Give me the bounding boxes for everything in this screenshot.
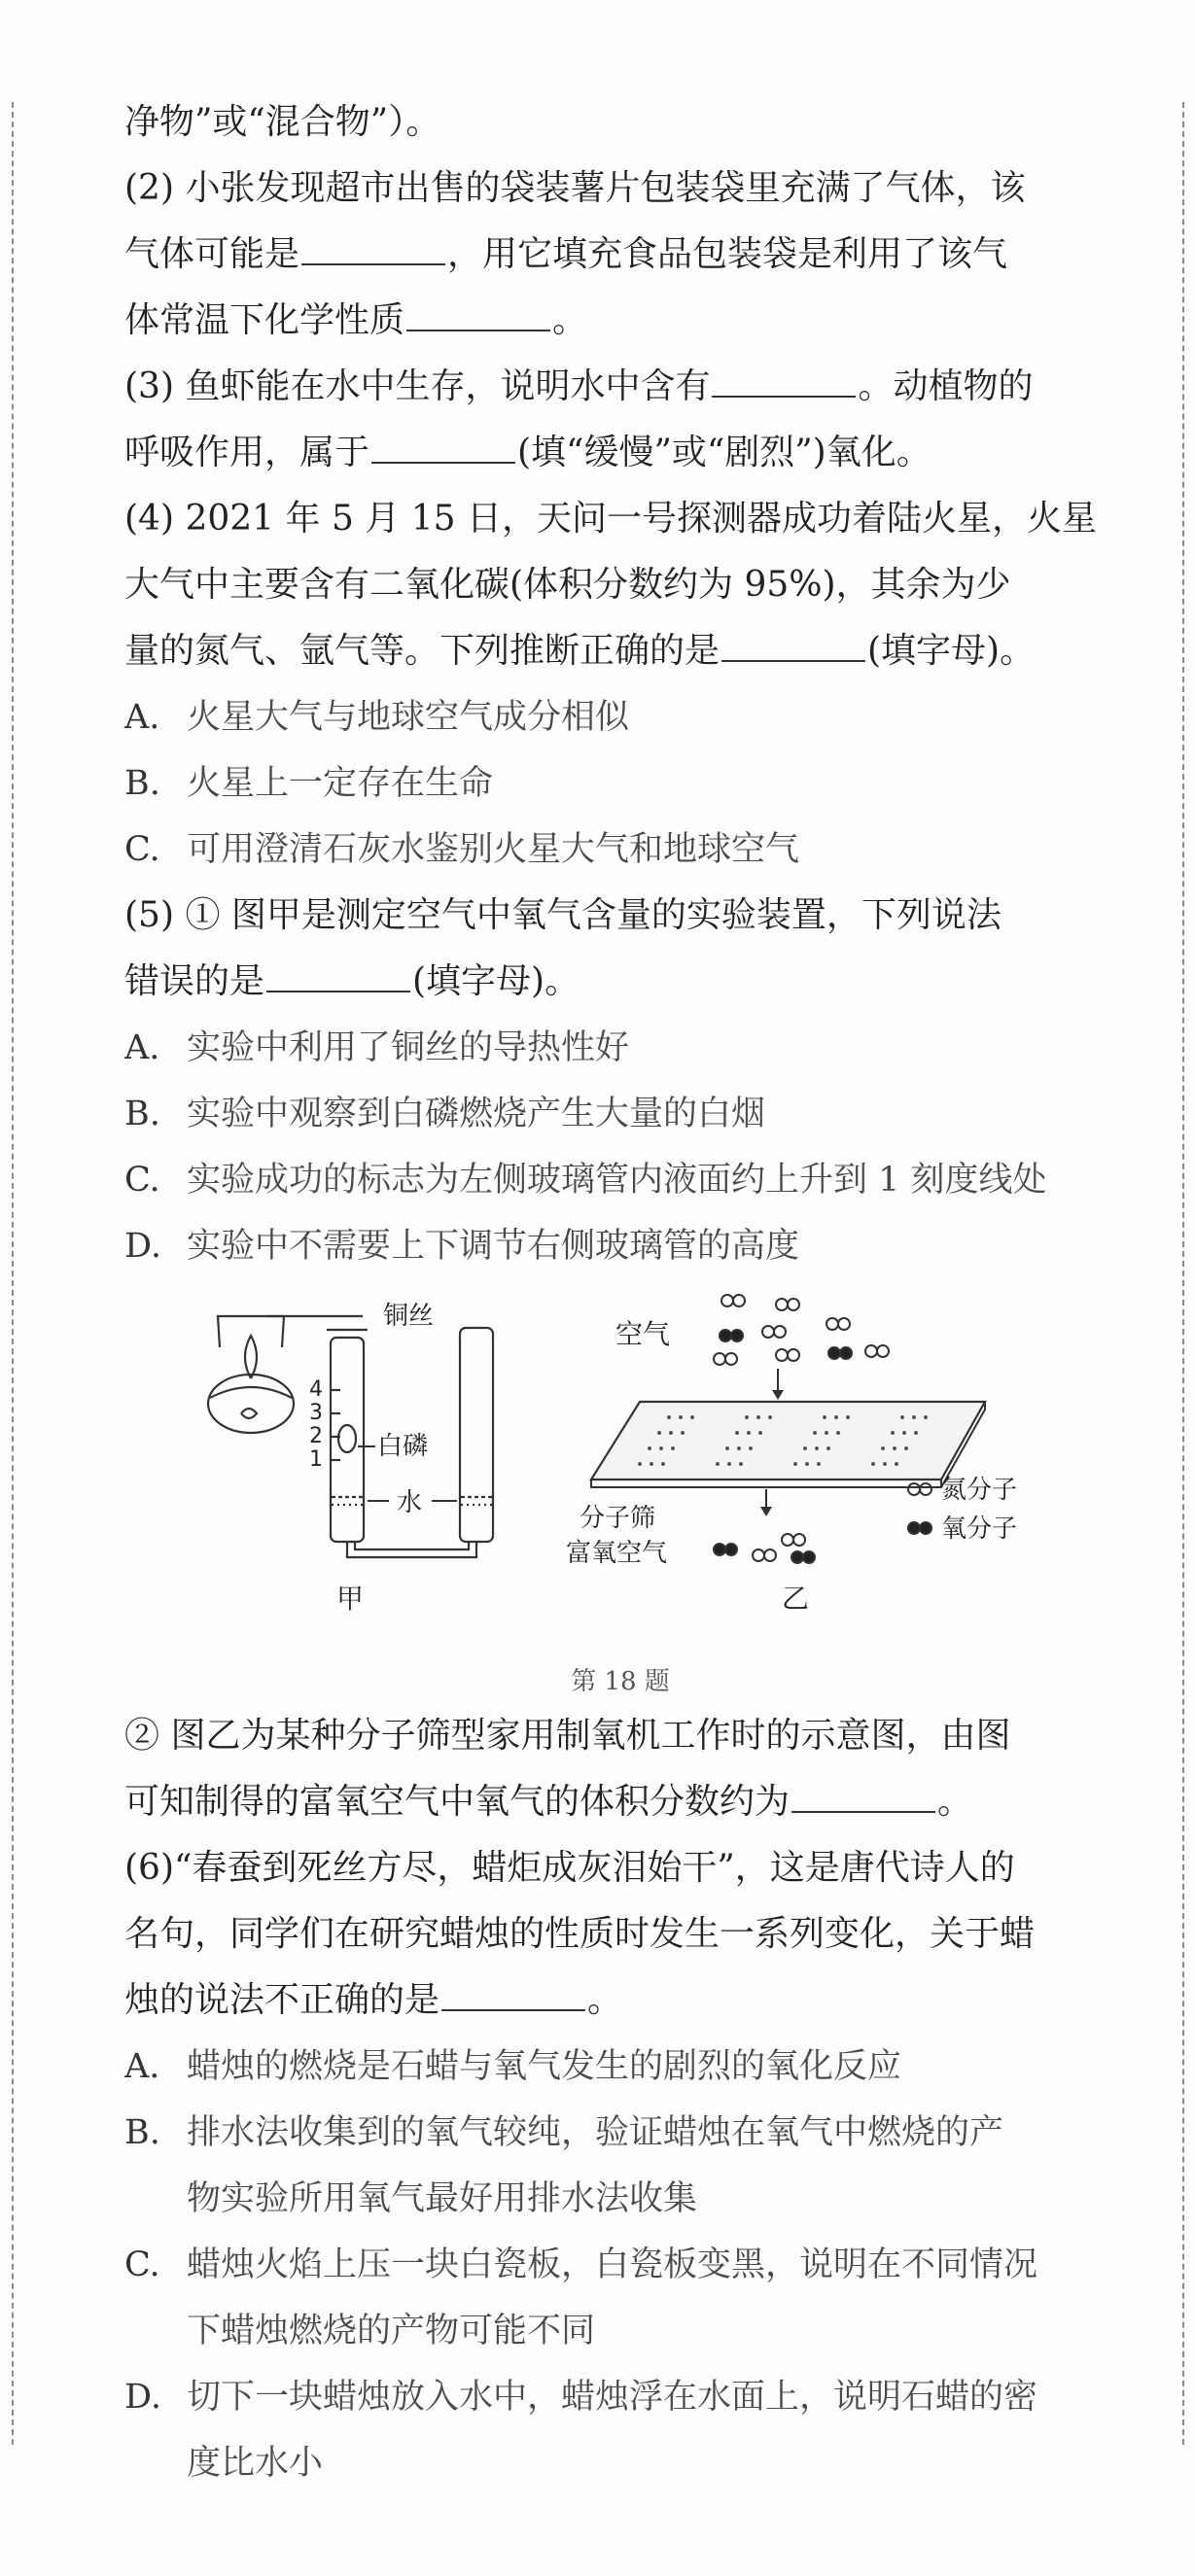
answer-blank[interactable]: [791, 1782, 935, 1813]
option-text: 切下一块蜡烛放入水中，蜡烛浮在水面上，说明石蜡的密: [187, 2378, 1038, 2417]
text-segment: 。动植物的: [858, 366, 1034, 406]
q6-option-c-cont: 下蜡烛燃烧的产物可能不同: [187, 2312, 596, 2350]
answer-blank[interactable]: [406, 300, 550, 331]
alcohol-lamp-rim: [210, 1387, 292, 1398]
phosphorus-label: 白磷: [377, 1432, 429, 1461]
alcohol-lamp-body: [208, 1375, 294, 1433]
text-segment: 气体可能是: [124, 234, 300, 274]
question-page: [124, 89, 1116, 2496]
water-label: 水: [397, 1488, 423, 1517]
air-label: 空气: [615, 1318, 671, 1350]
option-text: 实验中利用了铜丝的导热性好: [187, 1028, 630, 1067]
option-text: 火星大气与地球空气成分相似: [187, 698, 630, 737]
q5-option-a: [124, 1015, 1116, 1081]
option-key: A.: [124, 2047, 160, 2086]
q6-line-1: (6)“春蚕到死丝方尽，蜡炬成灰泪始干”，这是唐代诗人的: [124, 1848, 1015, 1888]
experiment-figure: [124, 1289, 1116, 1662]
q5-part2-line-1: ② 图乙为某种分子筛型家用制氧机工作时的示意图，由图: [124, 1716, 1011, 1756]
option-text: 排水法收集到的氧气较纯，验证蜡烛在氧气中燃烧的产: [187, 2113, 1004, 2152]
option-text: 火星上一定存在生命: [187, 764, 494, 803]
option-key: A.: [124, 698, 160, 737]
legend-n2-label: 氮分子: [941, 1476, 1018, 1505]
option-text: 实验中观察到白磷燃烧产生大量的白烟: [187, 1095, 766, 1133]
tick-label: 2: [309, 1424, 323, 1448]
option-text: 实验成功的标志为左侧玻璃管内液面约上升到 1 刻度线处: [187, 1161, 1047, 1200]
q6-option-b: [124, 2100, 1116, 2166]
text-segment: 可知制得的富氧空气中氧气的体积分数约为: [124, 1782, 791, 1822]
answer-blank[interactable]: [301, 234, 445, 265]
q5-option-c: [124, 1147, 1116, 1213]
q4-option-a: [124, 684, 1116, 750]
q2-line-3: [124, 288, 1116, 354]
text-segment: 。: [587, 1980, 623, 2020]
text-segment: ，用它填充食品包装袋是利用了该气: [447, 234, 1008, 274]
q5-option-b: [124, 1081, 1116, 1147]
legend-o2-label: 氧分子: [941, 1514, 1018, 1544]
left-margin-dashed-line: [12, 102, 14, 2445]
q4-option-c: [124, 817, 1116, 883]
q4-line-1: (4) 2021 年 5 月 15 日，天问一号探测器成功着陆火星，火星: [124, 499, 1097, 539]
figure-svg: [124, 1289, 1116, 1619]
option-key: C.: [124, 1161, 160, 1200]
enriched-air-label: 富氧空气: [566, 1539, 668, 1568]
outgoing-molecules: [714, 1534, 815, 1563]
option-key: A.: [124, 1028, 160, 1067]
option-key: B.: [124, 1095, 160, 1133]
answer-blank[interactable]: [266, 961, 410, 992]
right-glass-tube: [460, 1328, 493, 1542]
text-segment: 错误的是: [124, 961, 265, 1001]
q4-line-3: [124, 618, 1116, 684]
q3-line-2: [124, 420, 1116, 486]
text-segment: (填字母)。: [412, 961, 580, 1001]
sieve-label: 分子筛: [580, 1504, 656, 1533]
q6-option-b-cont: 物实验所用氧气最好用排水法收集: [187, 2179, 698, 2218]
option-text: 蜡烛的燃烧是石蜡与氧气发生的剧烈的氧化反应: [187, 2047, 902, 2086]
q5-line-2: [124, 949, 1116, 1015]
text-segment: (填字母)。: [867, 631, 1036, 671]
q6-option-a: [124, 2034, 1116, 2100]
flame-icon: [245, 1336, 257, 1378]
text-segment: 。: [552, 300, 588, 340]
text-segment: 量的氮气、氩气等。下列推断正确的是: [124, 631, 721, 671]
q3-line-1: [124, 354, 1116, 420]
figure-caption: 第 18 题: [571, 1667, 670, 1696]
q5-option-d: [124, 1213, 1116, 1279]
q6-option-d: [124, 2364, 1116, 2430]
stand-right: [266, 1316, 284, 1347]
q5-part2-line-2: [124, 1769, 1116, 1835]
q2-line-1: (2) 小张发现超市出售的袋装薯片包装袋里充满了气体，该: [124, 168, 1026, 208]
text-segment: 体常温下化学性质: [124, 300, 405, 340]
option-text: 可用澄清石灰水鉴别火星大气和地球空气: [187, 830, 800, 869]
option-key: B.: [124, 764, 160, 803]
text-line: 净物”或“混合物”）。: [124, 102, 441, 142]
text-segment: 呼吸作用，属于: [124, 433, 370, 472]
q6-line-2: 名句，同学们在研究蜡烛的性质时发生一系列变化，关于蜡: [124, 1914, 1036, 1954]
tick-label: 4: [309, 1377, 323, 1402]
legend: [908, 1483, 931, 1534]
q4-option-b: [124, 750, 1116, 817]
lamp-wick: [241, 1409, 257, 1418]
white-phosphorus: [338, 1425, 356, 1452]
right-margin-dashed-line: [1182, 102, 1184, 2445]
text-segment: (3) 鱼虾能在水中生存，说明水中含有: [124, 366, 711, 406]
answer-blank[interactable]: [441, 1980, 585, 2011]
option-key: C.: [124, 2245, 160, 2284]
option-text: 实验中不需要上下调节右侧玻璃管的高度: [187, 1227, 800, 1266]
figure-jia-label: 甲: [336, 1583, 365, 1615]
q2-line-2: [124, 222, 1116, 288]
option-key: D.: [124, 1227, 161, 1266]
text-segment: (填“缓慢”或“剧烈”)氧化。: [517, 433, 931, 472]
option-key: B.: [124, 2113, 160, 2152]
stand-left: [218, 1316, 266, 1347]
copper-label: 铜丝: [383, 1302, 435, 1331]
option-key: D.: [124, 2378, 161, 2417]
q6-option-d-cont: 度比水小: [187, 2444, 324, 2483]
apparatus-jia: [208, 1316, 493, 1557]
text-segment: 。: [937, 1782, 973, 1822]
answer-blank[interactable]: [721, 631, 865, 662]
tick-label: 3: [309, 1401, 323, 1425]
incoming-molecules: [714, 1295, 889, 1365]
figure-yi-label: 乙: [782, 1583, 810, 1615]
option-text: 蜡烛火焰上压一块白瓷板，白瓷板变黑，说明在不同情况: [187, 2245, 1038, 2284]
q4-line-2: 大气中主要含有二氧化碳(体积分数约为 95%)，其余为少: [124, 565, 1011, 605]
q6-line-3: [124, 1967, 1116, 2034]
option-key: C.: [124, 830, 160, 869]
left-glass-tube: [331, 1338, 364, 1542]
answer-blank[interactable]: [371, 433, 515, 464]
answer-blank[interactable]: [712, 366, 856, 398]
q5-line-1: (5) ① 图甲是测定空气中氧气含量的实验装置，下列说法: [124, 895, 1002, 935]
q6-option-c: [124, 2232, 1116, 2298]
text-segment: 烛的说法不正确的是: [124, 1980, 440, 2020]
tick-label: 1: [309, 1447, 323, 1472]
molecular-sieve-plate: [591, 1402, 985, 1487]
